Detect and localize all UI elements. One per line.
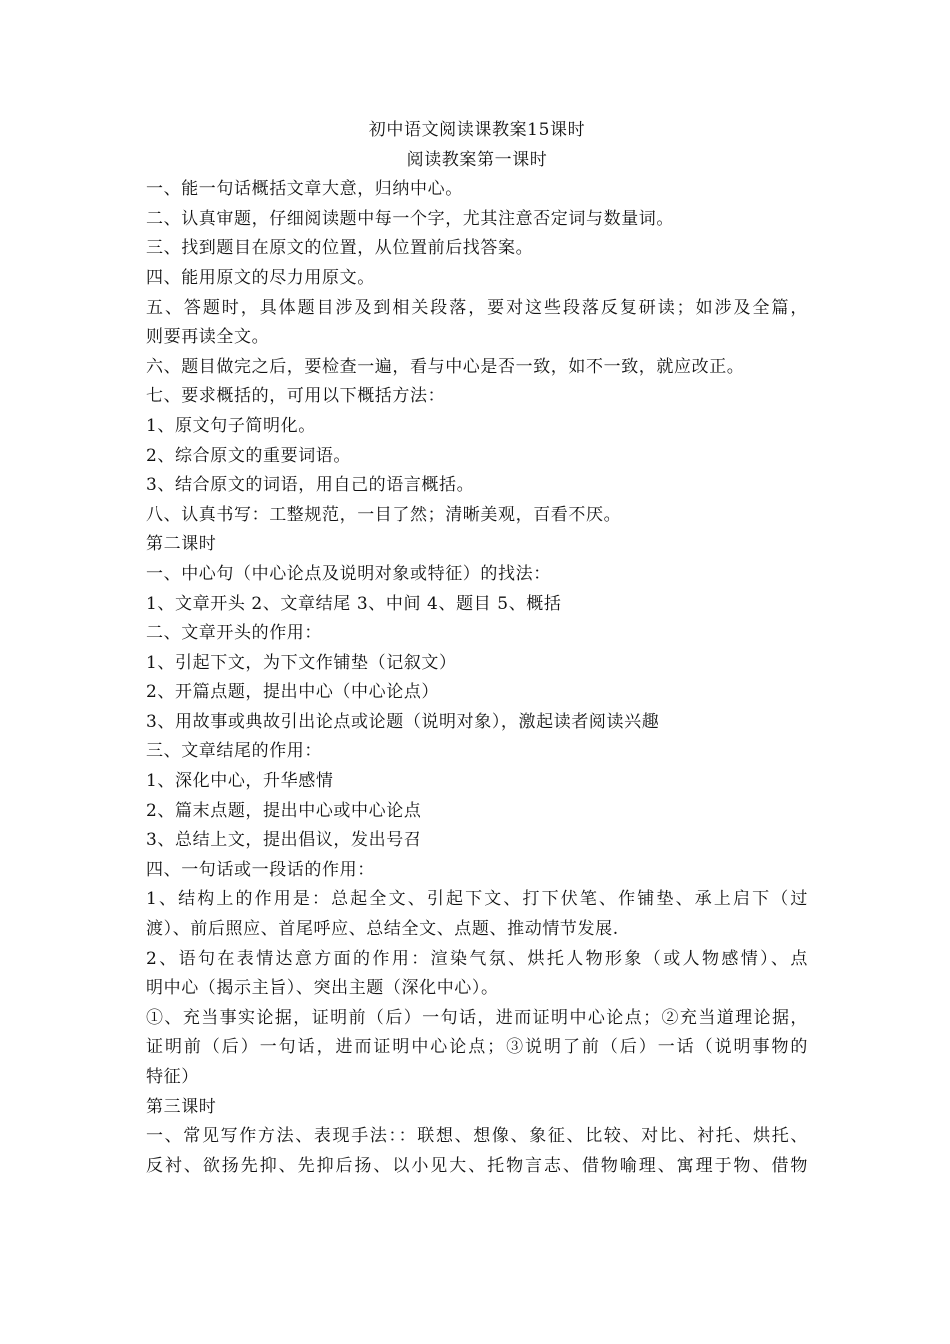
- text-line: 第二课时: [146, 534, 217, 555]
- text-line: 1、原文句子简明化。: [146, 415, 316, 436]
- document-lines: [146, 175, 808, 1181]
- text-line: 六、题目做完之后，要检查一遍，看与中心是否一致，如不一致，就应改正。: [146, 356, 745, 377]
- text-line: 一、中心句（中心论点及说明对象或特征）的找法：: [146, 563, 551, 584]
- text-line: 1、引起下文，为下文作铺垫（记叙文）: [146, 652, 457, 673]
- text-line: 三、找到题目在原文的位置，从位置前后找答案。: [146, 238, 534, 259]
- text-line: 四、一句话或一段话的作用：: [146, 859, 375, 880]
- text-line: 四、能用原文的尽力用原文。: [146, 267, 375, 288]
- text-line: 一、常见写作方法、表现手法：：联想、想像、象征、比较、对比、衬托、烘托、: [146, 1126, 808, 1147]
- text-line: 2、篇末点题，提出中心或中心论点: [146, 800, 422, 821]
- text-line: 1、结构上的作用是：总起全文、引起下文、打下伏笔、作铺垫、承上启下（过: [146, 889, 808, 910]
- text-line: 证明前（后）一句话，进而证明中心论点；③说明了前（后）一话（说明事物的: [146, 1037, 808, 1058]
- text-line: 1、深化中心，升华感情: [146, 771, 334, 792]
- text-line: 1、文章开头 2、文章结尾 3、中间 4、题目 5、概括: [146, 593, 562, 614]
- text-line: 则要再读全文。: [146, 327, 270, 348]
- text-line: 第三课时: [146, 1096, 217, 1117]
- document-title: 初中语文阅读课教案15课时: [368, 120, 586, 140]
- text-line: 渡）、前后照应、首尾呼应、总结全文、点题、推动情节发展.: [146, 919, 619, 940]
- text-line: 特征）: [146, 1067, 199, 1087]
- text-line: 2、语句在表情达意方面的作用：渲染气氛、烘托人物形象（或人物感情）、点: [146, 948, 808, 969]
- text-line: 3、用故事或典故引出论点或论题（说明对象），激起读者阅读兴趣: [146, 711, 660, 732]
- text-line: 3、结合原文的词语，用自己的语言概括。: [146, 475, 475, 496]
- text-line: 五、答题时，具体题目涉及到相关段落，要对这些段落反复研读；如涉及全篇，: [146, 297, 808, 318]
- text-line: 明中心（揭示主旨）、突出主题（深化中心）。: [146, 978, 499, 999]
- text-line: 七、要求概括的，可用以下概括方法：: [146, 386, 446, 407]
- text-line: 2、综合原文的重要词语。: [146, 445, 352, 466]
- text-line: 二、文章开头的作用：: [146, 623, 322, 644]
- text-line: 反衬、欲扬先抑、先抑后扬、以小见大、托物言志、借物喻理、寓理于物、借物: [146, 1155, 808, 1176]
- text-line: ①、充当事实论据，证明前（后）一句话，进而证明中心论点；②充当道理论据，: [146, 1007, 808, 1028]
- text-line: 八、认真书写：工整规范，一目了然；清晰美观，百看不厌。: [146, 504, 622, 525]
- text-line: 一、能一句话概括文章大意，归纳中心。: [146, 179, 463, 200]
- text-line: 二、认真审题，仔细阅读题中每一个字，尤其注意否定词与数量词。: [146, 208, 674, 229]
- text-line: 2、开篇点题，提出中心（中心论点）: [146, 682, 440, 703]
- document-subtitle: 阅读教案第一课时: [406, 149, 548, 170]
- text-line: 3、总结上文，提出倡议，发出号召: [146, 830, 422, 851]
- document-body: [146, 116, 808, 1181]
- text-line: 三、文章结尾的作用：: [146, 741, 322, 762]
